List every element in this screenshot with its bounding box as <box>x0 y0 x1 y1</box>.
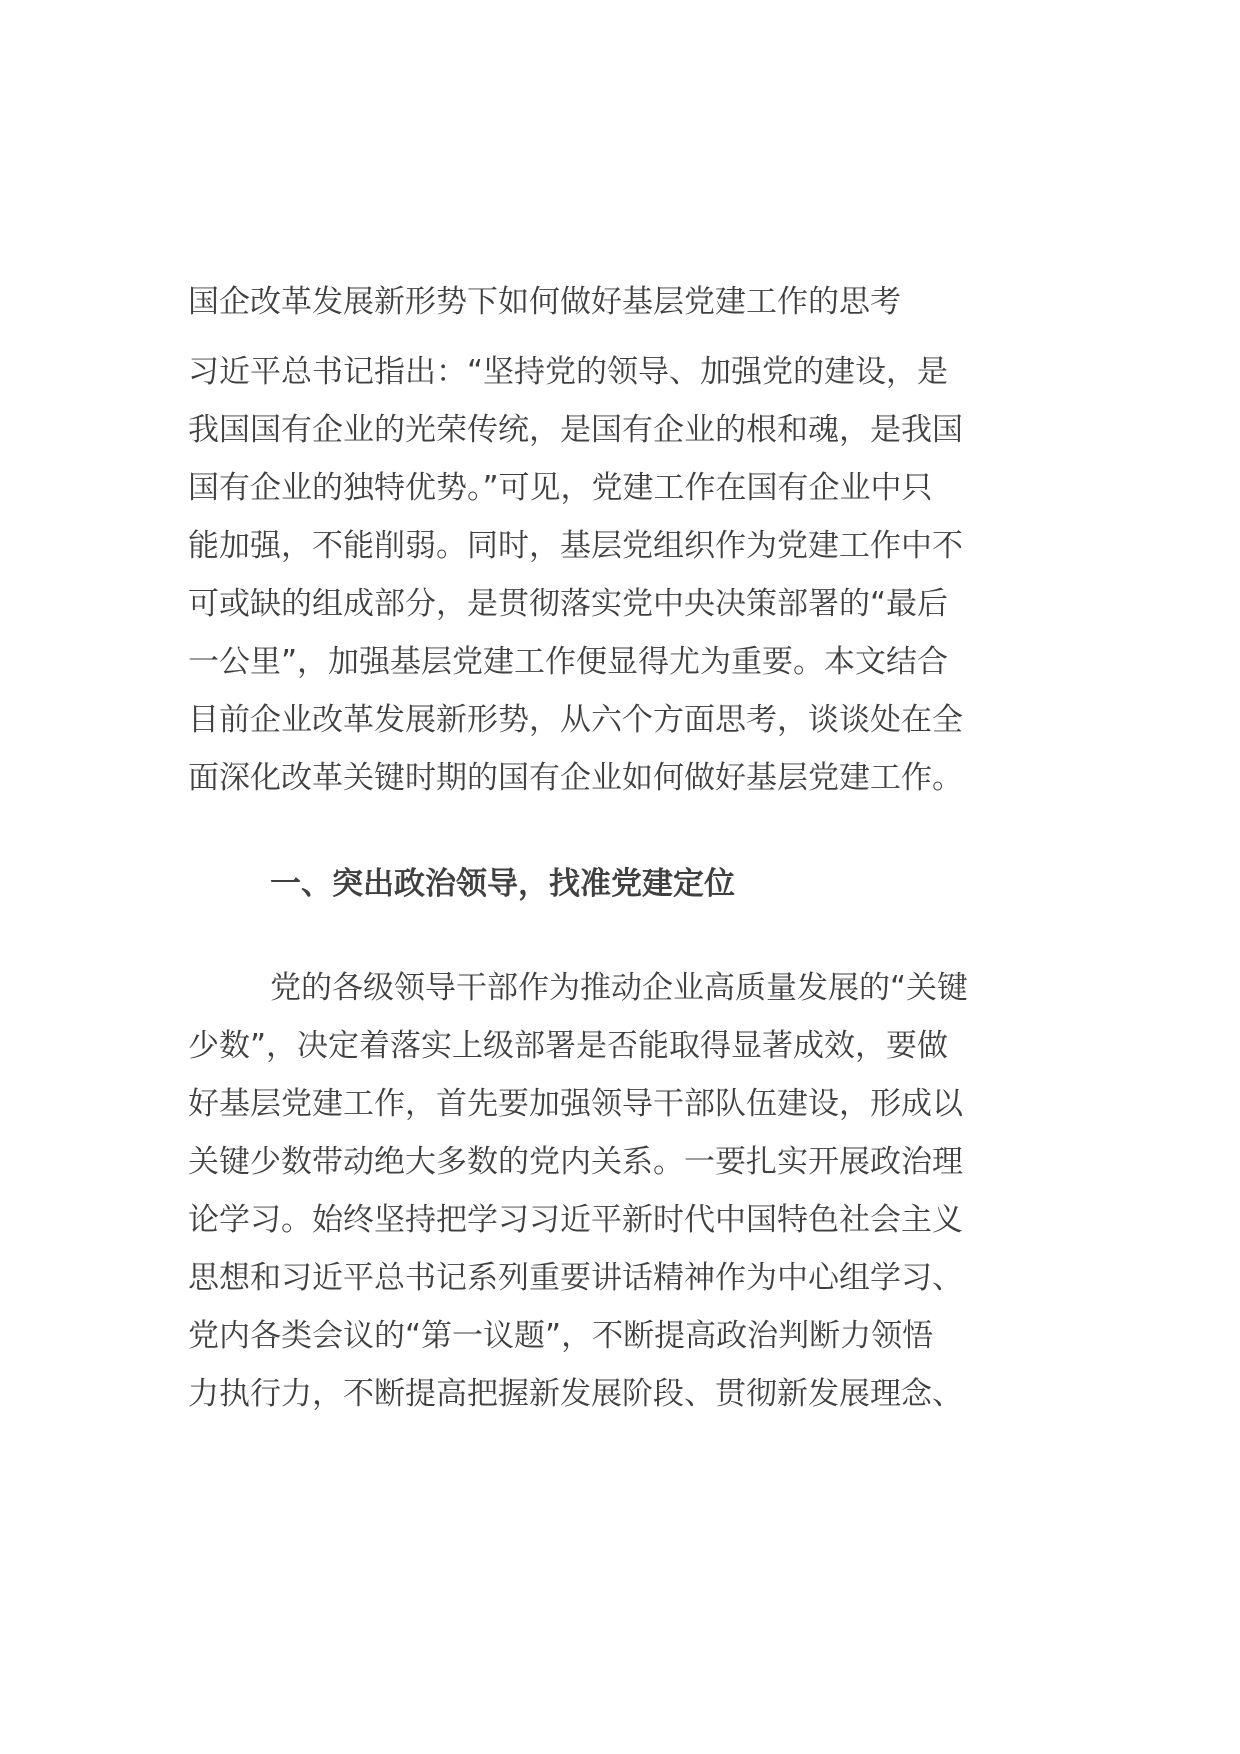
paragraph-line: 党的各级领导干部作为推动企业高质量发展的“关键 <box>270 970 969 1006</box>
paragraph-line: 国有企业的独特优势。”可见，党建工作在国有企业中只 <box>188 470 933 506</box>
paragraph-line: 面深化改革关键时期的国有企业如何做好基层党建工作。 <box>188 760 963 796</box>
paragraph-line: 能加强，不能削弱。同时，基层党组织作为党建工作中不 <box>188 528 963 564</box>
paragraph-line: 关键少数带动绝大多数的党内关系。一要扎实开展政治理 <box>188 1144 963 1180</box>
paragraph-line: 党内各类会议的“第一议题”，不断提高政治判断力领悟 <box>188 1318 934 1354</box>
document-title: 国企改革发展新形势下如何做好基层党建工作的思考 <box>188 284 901 320</box>
paragraph-line: 力执行力，不断提高把握新发展阶段、贯彻新发展理念、 <box>188 1376 963 1412</box>
paragraph-line: 思想和习近平总书记系列重要讲话精神作为中心组学习、 <box>188 1260 963 1296</box>
paragraph-line: 少数”，决定着落实上级部署是否能取得显著成效，要做 <box>188 1028 949 1064</box>
paragraph-line: 一公里”，加强基层党建工作便显得尤为重要。本文结合 <box>188 644 949 680</box>
paragraph-line: 可或缺的组成部分，是贯彻落实党中央决策部署的“最后 <box>188 586 949 622</box>
paragraph-line: 论学习。始终坚持把学习习近平新时代中国特色社会主义 <box>188 1202 963 1238</box>
section-heading: 一、突出政治领导，找准党建定位 <box>270 866 735 902</box>
paragraph-line: 好基层党建工作，首先要加强领导干部队伍建设，形成以 <box>188 1086 963 1122</box>
paragraph-line: 我国国有企业的光荣传统，是国有企业的根和魂，是我国 <box>188 412 963 448</box>
paragraph-line: 习近平总书记指出：“坚持党的领导、加强党的建设，是 <box>188 354 949 390</box>
paragraph-line: 目前企业改革发展新形势，从六个方面思考，谈谈处在全 <box>188 702 963 738</box>
